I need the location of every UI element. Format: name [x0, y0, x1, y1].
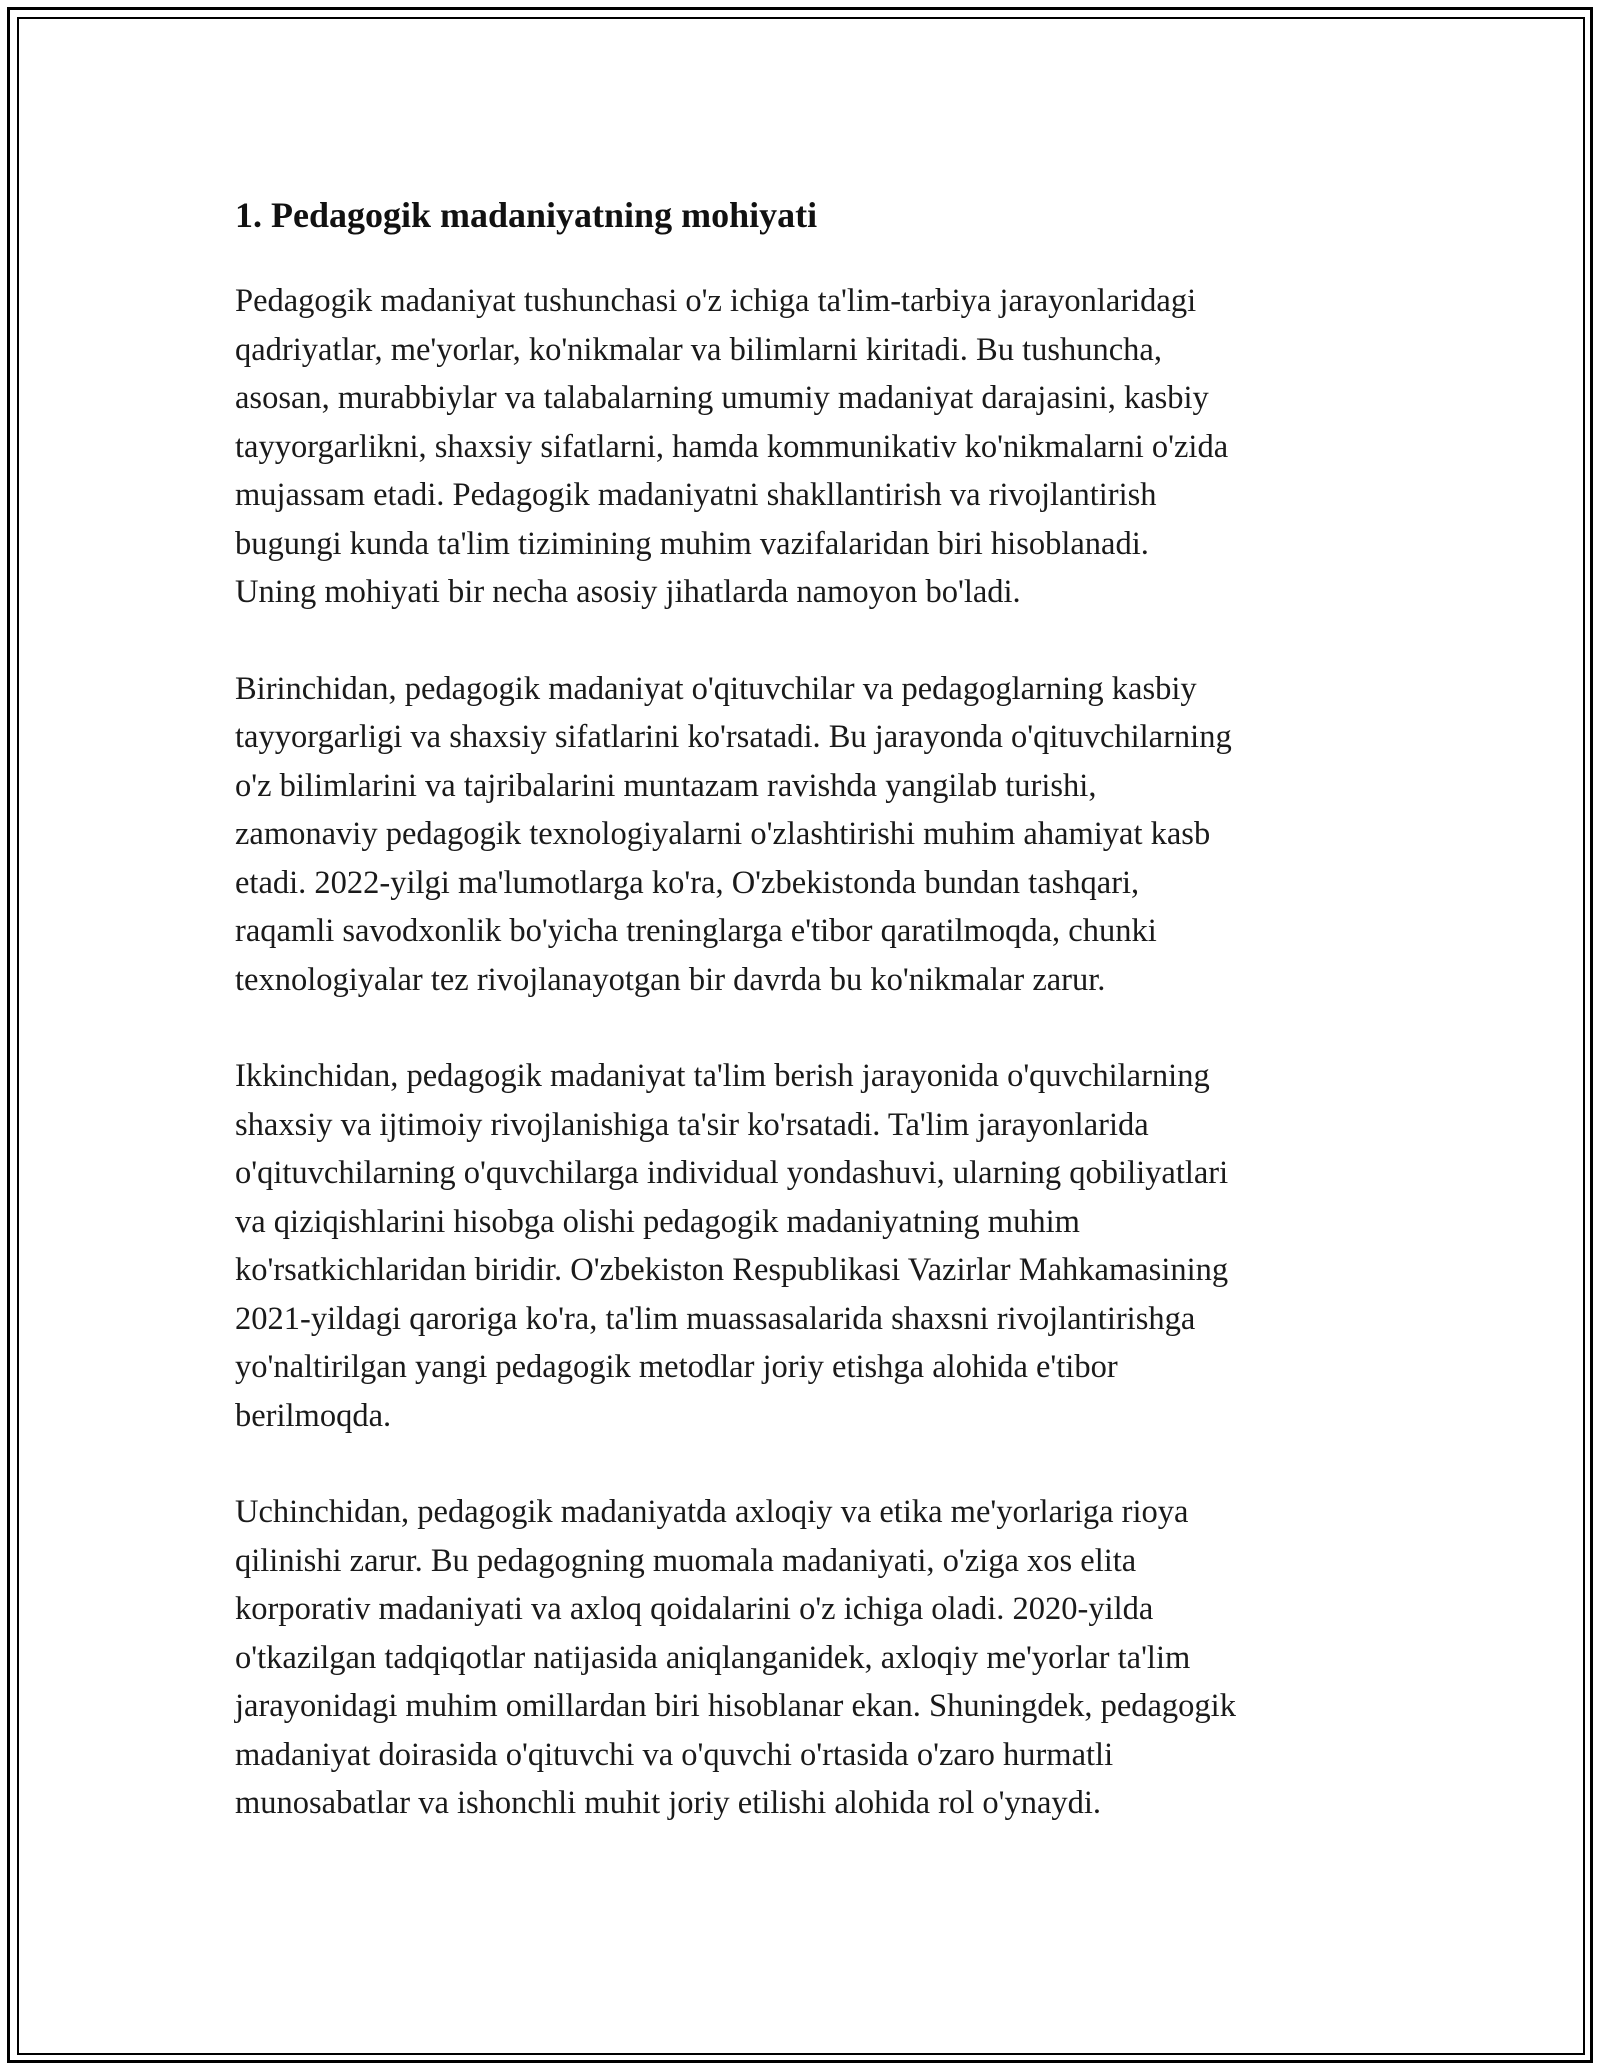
paragraph-second-point: Ikkinchidan, pedagogik madaniyat ta'lim berish jarayonida o'quvchilarning shaxsiy va ijtimoiy rivojlanishiga ta'sir ko'rsatadi. Ta'lim jarayonlarida o'qituvchilarning o'quvchilarga individual yondashuvi, ularning qobiliyatlari va qiziqishlarini hisobga olishi pedagogik madaniyatning muhim ko'rsatkichlaridan biridir. O'zbekiston Respublikasi Vazirlar Mahkamasining 2021-yildagi qaroriga ko'ra, ta'lim muassasalarida shaxsni rivojlantirishga yo'naltirilgan yangi pedagogik metodlar joriy etishga alohida e'tibor berilmoqda.	[235, 1058, 1229, 1434]
document-body	[235, 187, 1385, 1876]
paragraph-third-point: Uchinchidan, pedagogik madaniyatda axloqiy va etika me'yorlariga rioya qilinishi zarur. Bu pedagogning muomala madaniyati, o'ziga xos elita korporativ madaniyati va axloq qoidalarini o'z ichiga oladi. 2020-yilda o'tkazilgan tadqiqotlar natijasida aniqlanganidek, axloqiy me'yorlar ta'lim jarayonidagi muhim omillardan biri hisoblanar ekan. Shuningdek, pedagogik madaniyat doirasida o'qituvchi va o'quvchi o'rtasida o'zaro hurmatli munosabatlar va ishonchli muhit joriy etilishi alohida rol o'ynaydi.	[235, 1494, 1236, 1821]
section-heading: 1. Pedagogik madaniyatning mohiyati	[235, 195, 818, 235]
paragraph-first-point: Birinchidan, pedagogik madaniyat o'qituvchilar va pedagoglarning kasbiy tayyorgarligi va shaxsiy sifatlarini ko'rsatadi. Bu jarayonda o'qituvchilarning o'z bilimlarini va tajribalarini muntazam ravishda yangilab turishi, zamonaviy pedagogik texnologiyalarni o'zlashtirishi muhim ahamiyat kasb etadi. 2022-yilgi ma'lumotlarga ko'ra, O'zbekistonda bundan tashqari, raqamli savodxonlik bo'yicha treninglarga e'tibor qaratilmoqda, chunki texnologiyalar tez rivojlanayotgan bir davrda bu ko'nikmalar zarur.	[235, 670, 1232, 998]
paragraph-intro: Pedagogik madaniyat tushunchasi o'z ichiga ta'lim-tarbiya jarayonlaridagi qadriyatlar, me'yorlar, ko'nikmalar va bilimlarni kiritadi. Bu tushuncha, asosan, murabbiylar va talabalarning umumiy madaniyat darajasini, kasbiy tayyorgarlikni, shaxsiy sifatlarni, hamda kommunikativ ko'nikmalarni o'zida mujassam etadi. Pedagogik madaniyatni shakllantirish va rivojlantirish bugungi kunda ta'lim tizimining muhim vazifalaridan biri hisoblanadi. Uning mohiyati bir necha asosiy jihatlarda namoyon bo'ladi.	[235, 283, 1229, 610]
